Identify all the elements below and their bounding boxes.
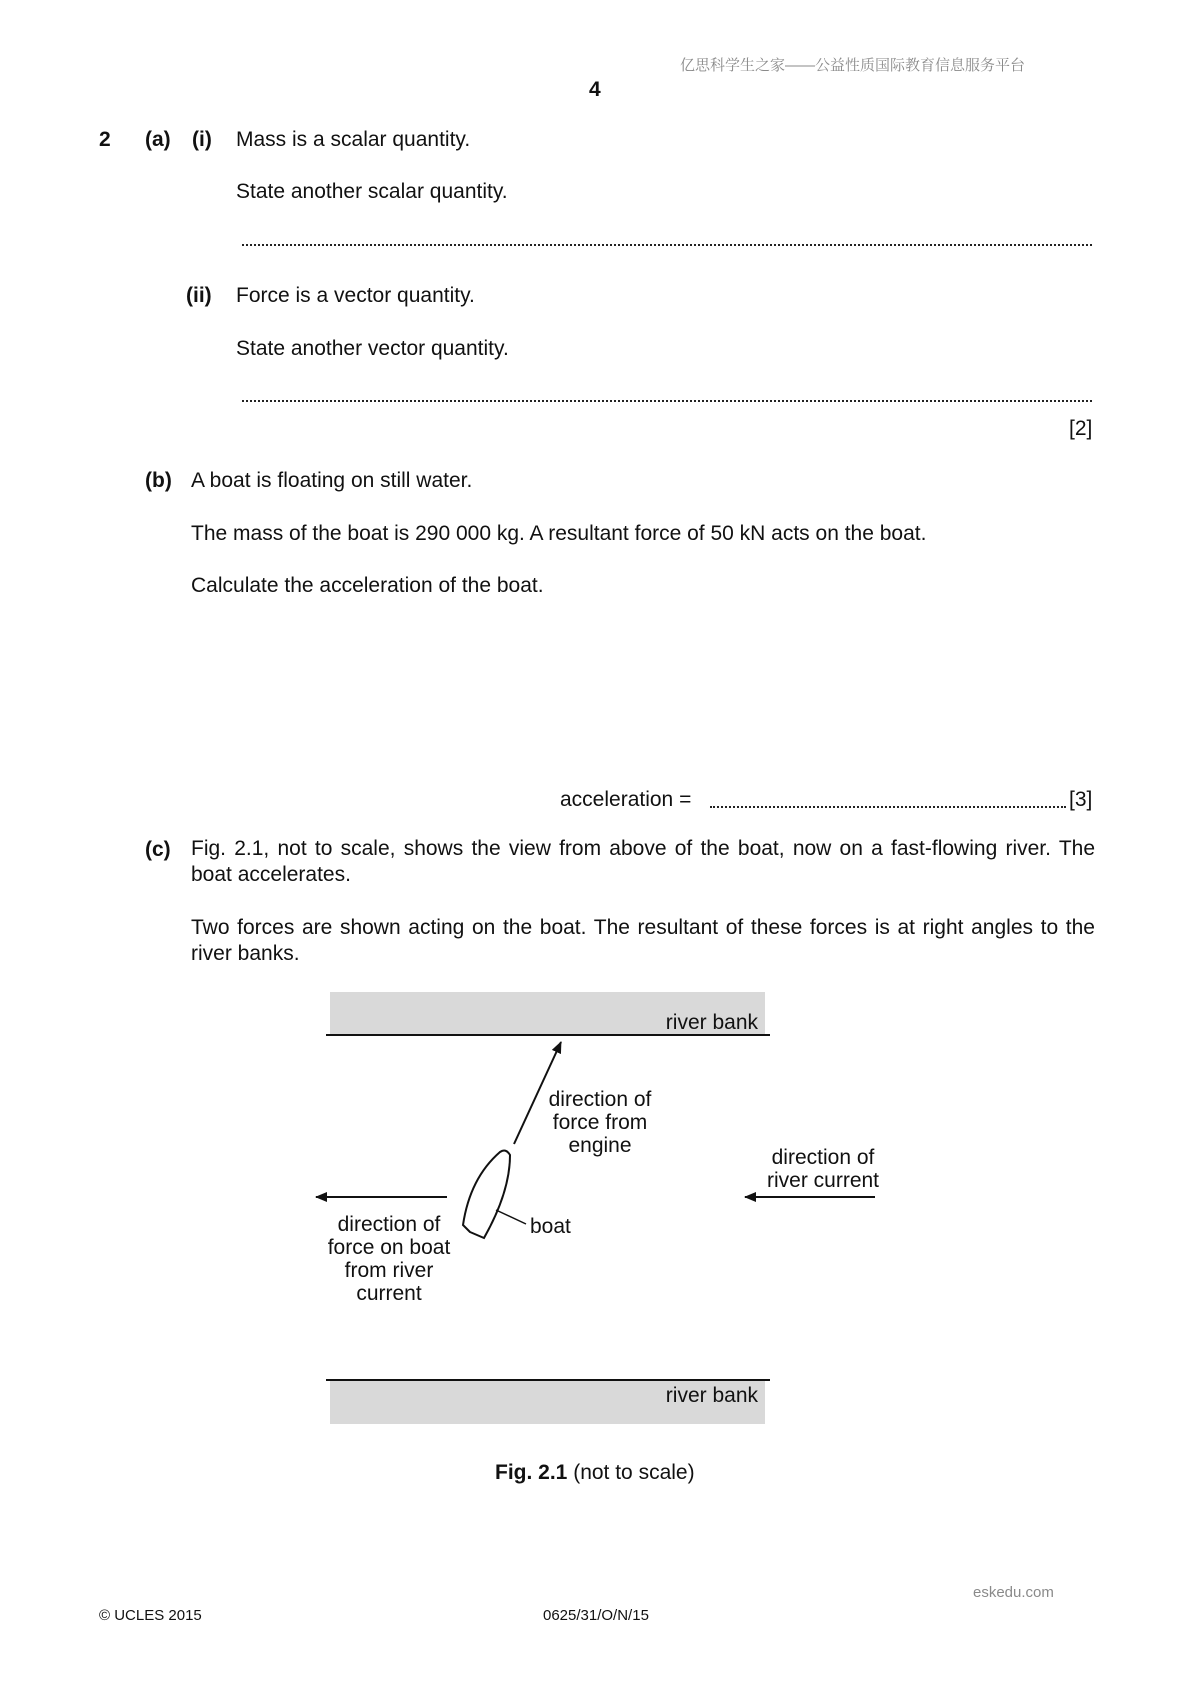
top-bank-label: river bank bbox=[665, 1011, 758, 1034]
part-a-label: (a) bbox=[145, 128, 171, 151]
part-b-line2: The mass of the boat is 290 000 kg. A resultant force of 50 kN acts on the boat. bbox=[191, 522, 927, 545]
part-a-i-statement: Mass is a scalar quantity. bbox=[236, 128, 471, 151]
part-a-ii-label: (ii) bbox=[186, 284, 212, 307]
current-label-1: direction of bbox=[771, 1146, 875, 1169]
part-a-ii-question: State another vector quantity. bbox=[236, 337, 509, 360]
engine-label-1: direction of bbox=[548, 1088, 652, 1111]
figure-caption-number: Fig. 2.1 bbox=[495, 1461, 568, 1484]
engine-label-3: engine bbox=[568, 1134, 632, 1157]
boat-pointer-line bbox=[496, 1210, 526, 1224]
part-c-paragraph-1: Fig. 2.1, not to scale, shows the view from above of the boat, now on a fast-flowing river. The boat accelerates. bbox=[191, 837, 1095, 886]
force-current-label-4: current bbox=[356, 1282, 422, 1305]
force-current-label-1: direction of bbox=[337, 1213, 441, 1236]
part-b-marks: [3] bbox=[1069, 788, 1093, 811]
part-a-i-question: State another scalar quantity. bbox=[236, 180, 508, 203]
boat-label: boat bbox=[530, 1215, 571, 1238]
footer-copyright: © UCLES 2015 bbox=[99, 1607, 202, 1624]
figure-caption bbox=[495, 1461, 695, 1485]
part-a-marks: [2] bbox=[1069, 417, 1093, 440]
current-label-2: river current bbox=[766, 1169, 880, 1192]
part-a-i-label: (i) bbox=[192, 128, 212, 151]
acceleration-label: acceleration = bbox=[560, 788, 692, 811]
figure-caption-note: (not to scale) bbox=[573, 1461, 695, 1484]
footer-code: 0625/31/O/N/15 bbox=[543, 1607, 649, 1624]
question-number: 2 bbox=[99, 128, 111, 151]
boat-shape bbox=[463, 1151, 510, 1238]
part-b-line3: Calculate the acceleration of the boat. bbox=[191, 574, 544, 597]
bottom-bank-label: river bank bbox=[665, 1384, 758, 1407]
page-number: 4 bbox=[589, 78, 601, 101]
force-current-label-2: force on boat bbox=[327, 1236, 451, 1259]
part-c-label: (c) bbox=[145, 838, 171, 861]
header-watermark: 亿思科学生之家——公益性质国际教育信息服务平台 bbox=[680, 57, 1026, 74]
part-c-paragraph-2: Two forces are shown acting on the boat. The resultant of these forces is at right angles to the river banks. bbox=[191, 916, 1095, 965]
part-b-line1: A boat is floating on still water. bbox=[191, 469, 473, 492]
part-a-ii-statement: Force is a vector quantity. bbox=[236, 284, 475, 307]
force-current-label-3: from river bbox=[344, 1259, 434, 1282]
engine-label-2: force from bbox=[552, 1111, 648, 1134]
footer-site: eskedu.com bbox=[973, 1584, 1054, 1601]
part-b-label: (b) bbox=[145, 469, 172, 492]
